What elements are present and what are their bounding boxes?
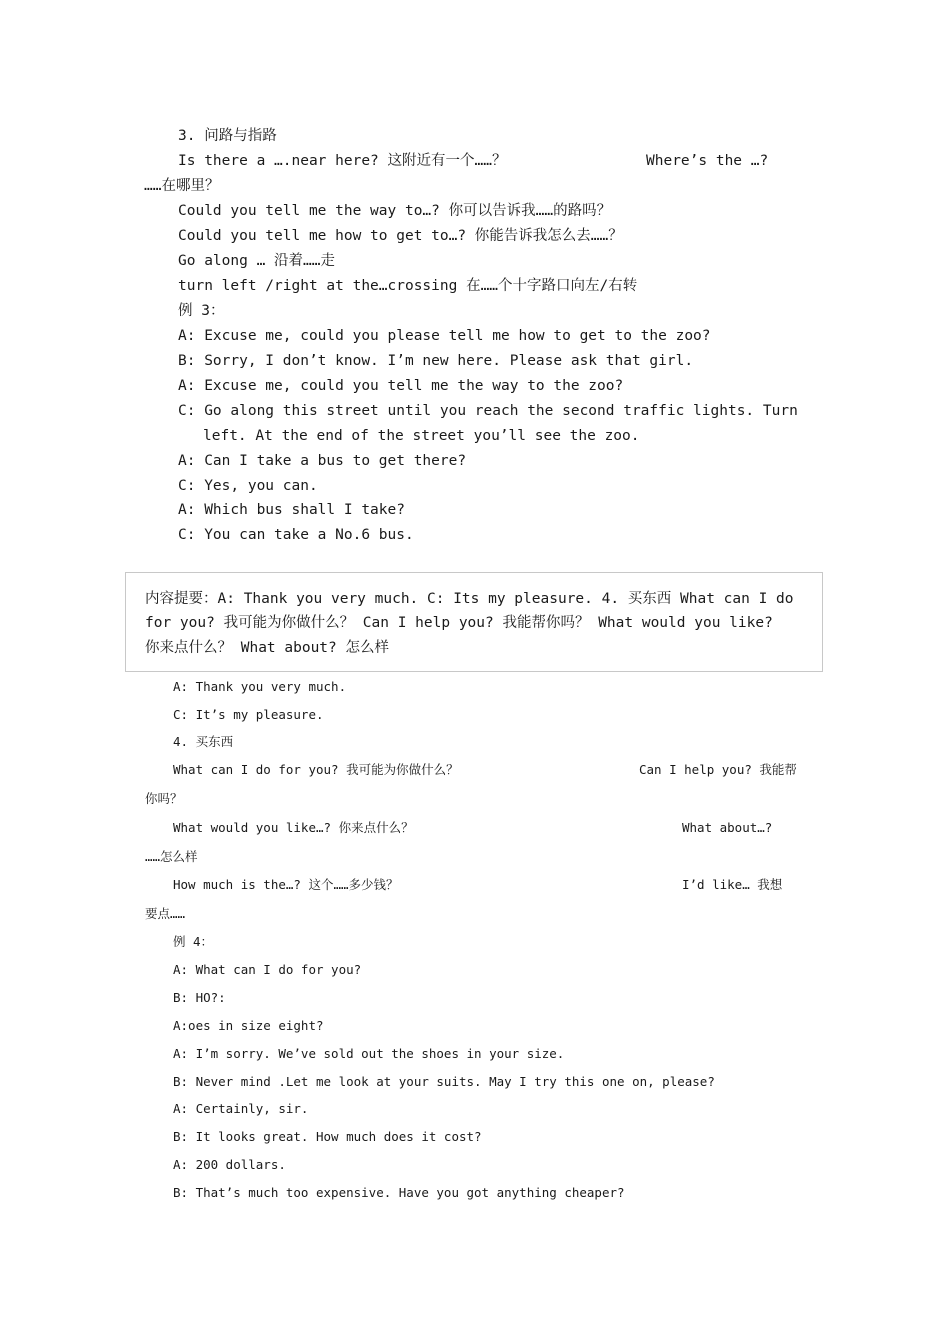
dialog-line: A: Thank you very much. [173,679,347,694]
phrase-where-is: Where’s the …? [646,153,769,169]
example-3-label: 例 3： [178,303,225,319]
dialog-line: B: Never mind .Let me look at your suits. May I try this one on, please? [173,1074,715,1089]
phrase-is-there: Is there a ….near here? 这附近有一个……？ [178,153,507,169]
section-4-title: 4. 买东西 [173,734,234,749]
dialog-line: left. At the end of the street you’ll see the zoo. [203,428,640,444]
phrase-id-like: I’d like… 我想 [682,877,783,892]
phrase-what-would-you-like: What would you like…? 你来点什么？ [173,820,414,835]
dialog-line: B: It looks great. How much does it cost? [173,1129,482,1144]
dialog-line: C: Yes, you can. [178,478,318,494]
dialog-line: A: Which bus shall I take? [178,502,405,518]
phrase-what-about-cn: ……怎么样 [145,849,198,864]
phrase-tell-way: Could you tell me the way to…? 你可以告诉我……的路吗？ [178,203,612,219]
phrase-how-much: How much is the…? 这个……多少钱？ [173,877,399,892]
phrase-id-like-cn: 要点…… [145,906,186,921]
phrase-can-i-help-cont: 你吗？ [145,791,183,806]
summary-line-3: 你来点什么？ What about? 怎么样 [145,640,389,656]
dialog-line: B: HO?: [173,990,226,1005]
dialog-line: A: 200 dollars. [173,1157,286,1172]
dialog-line: C: You can take a No.6 bus. [178,527,414,543]
dialog-line: B: Sorry, I don’t know. I’m new here. Please ask that girl. [178,353,694,369]
dialog-line: B: That’s much too expensive. Have you got anything cheaper? [173,1185,625,1200]
example-4-label: 例 4： [173,934,214,949]
dialog-line: A: Can I take a bus to get there? [178,453,467,469]
phrase-what-about: What about…? [682,820,773,835]
phrase-where-is-cn: ……在哪里？ [144,178,220,194]
dialog-line: A: I’m sorry. We’ve sold out the shoes in your size. [173,1046,565,1061]
phrase-what-can-i-do: What can I do for you? 我可能为你做什么？ [173,762,459,777]
phrase-how-to-get: Could you tell me how to get to…? 你能告诉我怎么去……？ [178,228,623,244]
dialog-line: A: Excuse me, could you tell me the way to the zoo? [178,378,624,394]
dialog-line: A: Excuse me, could you please tell me how to get to the zoo? [178,328,711,344]
dialog-line: A: What can I do for you? [173,962,362,977]
phrase-go-along: Go along … 沿着……走 [178,253,335,269]
dialog-line: A:oes in size eight? [173,1018,324,1033]
dialog-line: C: It’s my pleasure. [173,707,324,722]
summary-box [125,572,823,672]
section-3-title: 3. 问路与指路 [178,128,277,144]
summary-line-2: for you? 我可能为你做什么？ Can I help you? 我能帮你吗？ What would you like? [145,615,773,631]
dialog-line: C: Go along this street until you reach the second traffic lights. Turn [178,403,798,419]
phrase-can-i-help: Can I help you? 我能帮 [639,762,797,777]
summary-line-1: 内容提要：A: Thank you very much. C: Its my pleasure. 4. 买东西 What can I do [145,591,794,607]
phrase-turn-left: turn left /right at the…crossing 在……个十字路口向左/右转 [178,278,638,294]
dialog-line: A: Certainly, sir. [173,1101,309,1116]
